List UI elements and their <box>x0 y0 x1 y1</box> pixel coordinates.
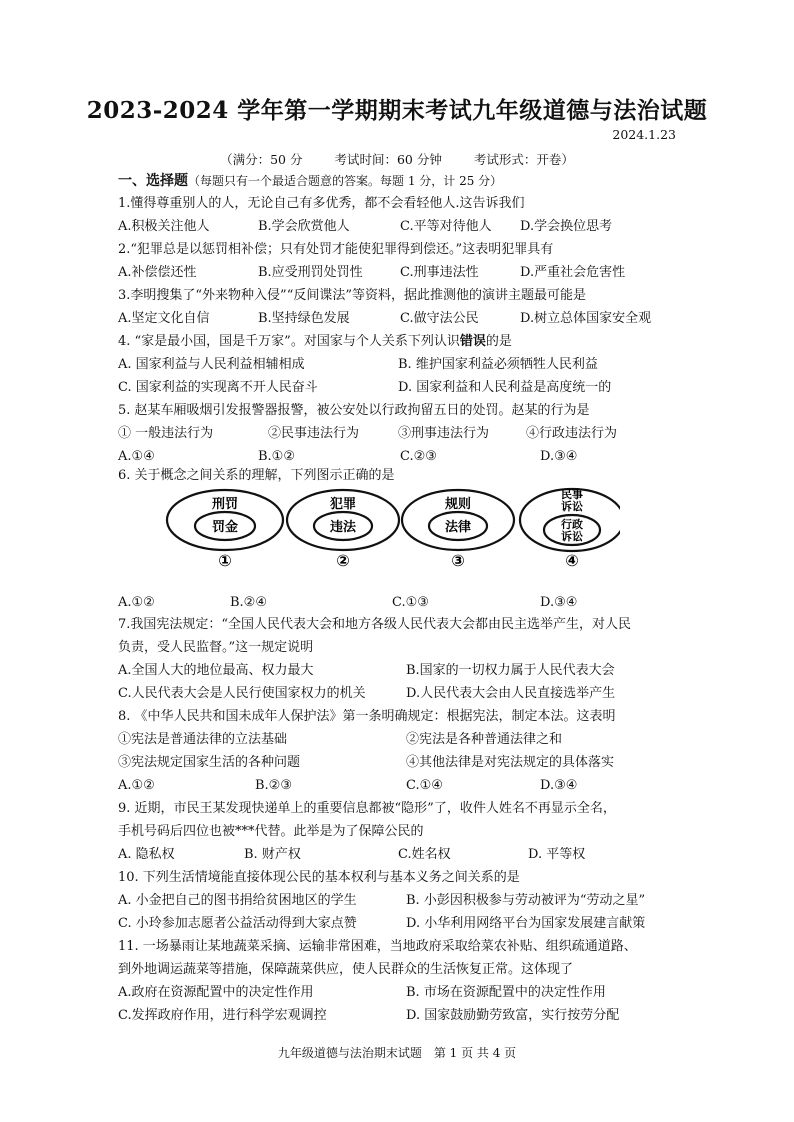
option-a: A. 国家利益与人民利益相辅相成 <box>118 357 305 372</box>
emphasis-word: 错误 <box>459 334 486 349</box>
diagram-2-inner: 违法 <box>329 520 357 535</box>
diagram-2-outer: 犯罪 <box>329 497 357 512</box>
option-d: D. 平等权 <box>528 847 586 862</box>
option-a: A.政府在资源配置中的决定性作用 <box>118 985 314 1000</box>
option-a: A. 隐私权 <box>118 847 175 862</box>
diagram-4-inner-line1: 行政 <box>561 518 583 531</box>
question-stem: 10. 下列生活情境能直接体现公民的基本权利与基本义务之间关系的是 <box>118 870 520 885</box>
option-a: A.全国人大的地位最高、权力最大 <box>118 663 314 678</box>
section-title: 一、选择题 <box>118 173 188 189</box>
option-a: A.①② <box>118 778 155 793</box>
option-c: C.姓名权 <box>398 847 451 862</box>
page-footer: 九年级道德与法治期末试题 第 1 页 共 4 页 <box>277 1046 517 1060</box>
option-d: D.人民代表大会由人民直接选举产生 <box>406 686 616 701</box>
question-stem: 9. 近期，市民王某发现快递单上的重要信息都被“隐形”了，收件人姓名不再显示全名， <box>118 801 616 816</box>
option-d: D. 国家鼓励勤劳致富，实行按劳分配 <box>406 1008 620 1023</box>
question-stem: 7.我国宪法规定：“全国人民代表大会和地方各级人民代表大会都由民主选举产生，对人民 <box>118 617 632 632</box>
option-a: A.坚定文化自信 <box>118 311 210 326</box>
diagram-3 <box>402 490 514 570</box>
option-b: B. 财产权 <box>244 847 301 862</box>
option-c: C.①③ <box>392 595 429 610</box>
option-d: D.③④ <box>540 449 578 464</box>
option-c: C.②③ <box>400 449 437 464</box>
question-stem <box>118 333 512 351</box>
option-c: C.①④ <box>406 778 443 793</box>
diagram-4-outer-line2: 诉讼 <box>561 500 583 513</box>
statement-4: ④行政违法行为 <box>526 426 618 441</box>
diagram-2-number: ② <box>336 551 350 570</box>
option-c: C.平等对待他人 <box>400 219 492 234</box>
diagram-3-inner: 法律 <box>444 520 472 535</box>
section-note: （每题只有一个最适合题意的答案。每题 1 分，计 25 分） <box>188 174 503 188</box>
option-a: A.①② <box>118 595 155 610</box>
option-d: D.学会换位思考 <box>520 219 613 234</box>
question-stem: 3.李明搜集了“外来物种入侵”“反间谍法”等资料，据此推测他的演讲主题最可能是 <box>118 288 586 303</box>
exam-form: 考试形式：开卷） <box>473 152 574 167</box>
option-c: C.做守法公民 <box>400 311 479 326</box>
option-b: B. 市场在资源配置中的决定性作用 <box>406 985 606 1000</box>
option-c: C.人民代表大会是人民行使国家权力的机关 <box>118 686 366 701</box>
question-stem: 5. 赵某车厢吸烟引发报警器报警，被公安处以行政拘留五日的处罚。赵某的行为是 <box>118 403 590 418</box>
statement-1: ① 一般违法行为 <box>118 426 214 441</box>
option-a: A.补偿偿还性 <box>118 265 197 280</box>
diagram-4 <box>520 487 620 570</box>
option-a: A.积极关注他人 <box>118 219 210 234</box>
option-d: D.严重社会危害性 <box>520 265 626 280</box>
diagram-3-outer: 规则 <box>444 497 472 512</box>
diagram-2 <box>287 490 399 570</box>
option-b: B.坚持绿色发展 <box>258 311 350 326</box>
question-stem: 8. 《中华人民共和国未成年人保护法》第一条明确规定：根据宪法，制定本法。这表明 <box>118 709 616 724</box>
full-score: （满分：50 分 <box>220 152 303 167</box>
question-stem-cont: 负责，受人民监督。”这一规定说明 <box>118 640 314 655</box>
option-b: B.学会欣赏他人 <box>258 219 350 234</box>
exam-date: 2024.1.23 <box>612 127 676 142</box>
option-b: B. 维护国家利益必须牺牲人民利益 <box>398 357 598 372</box>
statement-4: ④其他法律是对宪法规定的具体落实 <box>406 755 615 770</box>
statement-3: ③刑事违法行为 <box>398 426 490 441</box>
option-a: A.①④ <box>118 449 155 464</box>
diagram-1-outer: 刑罚 <box>211 497 239 512</box>
option-d: D.③④ <box>540 595 578 610</box>
option-a: A. 小金把自己的图书捐给贫困地区的学生 <box>118 893 357 908</box>
option-b: B.①② <box>258 449 295 464</box>
option-d: D. 国家利益和人民利益是高度统一的 <box>398 380 612 395</box>
question-stem: 1.懂得尊重别人的人，无论自己有多优秀，都不会看轻他人.这告诉我们 <box>118 196 525 211</box>
option-b: B.②③ <box>255 778 292 793</box>
option-c: C.刑事违法性 <box>400 265 479 280</box>
exam-title: 2023-2024 学年第一学期期末考试九年级道德与法治试题 <box>86 97 708 124</box>
diagram-1-inner: 罚金 <box>211 520 239 535</box>
option-d: D.树立总体国家安全观 <box>520 311 652 326</box>
exam-time: 考试时间：60 分钟 <box>334 152 442 167</box>
stem-text: 的是 <box>485 334 512 349</box>
diagram-4-inner-line2: 诉讼 <box>561 530 583 543</box>
statement-2: ②宪法是各种普通法律之和 <box>406 732 563 747</box>
diagram-1 <box>167 490 283 570</box>
option-c: C.发挥政府作用，进行科学宏观调控 <box>118 1008 327 1023</box>
diagram-4-outer-line1: 民事 <box>561 488 583 501</box>
option-b: B.应受刑罚处罚性 <box>258 265 363 280</box>
question-stem: 11. 一场暴雨让某地蔬菜采摘、运输非常困难，当地政府采取给菜农补贴、组织疏通道路、 <box>118 939 637 954</box>
option-c: C. 国家利益的实现离不开人民奋斗 <box>118 380 318 395</box>
statement-1: ①宪法是普通法律的立法基础 <box>118 732 288 747</box>
section-heading <box>118 172 502 191</box>
exam-info <box>0 150 794 168</box>
concept-diagrams <box>160 486 620 576</box>
stem-text: 4. “家是最小国，国是千万家”。对国家与个人关系下列认识 <box>118 334 460 349</box>
diagram-4-number: ④ <box>565 551 579 570</box>
statement-2: ②民事违法行为 <box>268 426 360 441</box>
option-d: D. 小华利用网络平台为国家发展建言献策 <box>406 916 646 931</box>
statement-3: ③宪法规定国家生活的各种问题 <box>118 755 301 770</box>
option-b: B.国家的一切权力属于人民代表大会 <box>406 663 615 678</box>
question-stem-cont: 手机号码后四位也被***代替。此举是为了保障公民的 <box>118 824 424 839</box>
question-stem-cont: 到外地调运蔬菜等措施，保障蔬菜供应，使人民群众的生活恢复正常。这体现了 <box>118 962 574 977</box>
option-c: C. 小玲参加志愿者公益活动得到大家点赞 <box>118 916 357 931</box>
question-stem: 2.“犯罪总是以惩罚相补偿；只有处罚才能使犯罪得到偿还。”这表明犯罪具有 <box>118 242 554 257</box>
option-d: D.③④ <box>540 778 578 793</box>
diagram-3-number: ③ <box>451 551 465 570</box>
option-b: B.②④ <box>230 595 267 610</box>
diagram-1-number: ① <box>218 551 232 570</box>
option-b: B. 小彭因积极参与劳动被评为“劳动之星” <box>406 893 646 908</box>
question-stem: 6. 关于概念之间关系的理解，下列图示正确的是 <box>118 468 395 483</box>
